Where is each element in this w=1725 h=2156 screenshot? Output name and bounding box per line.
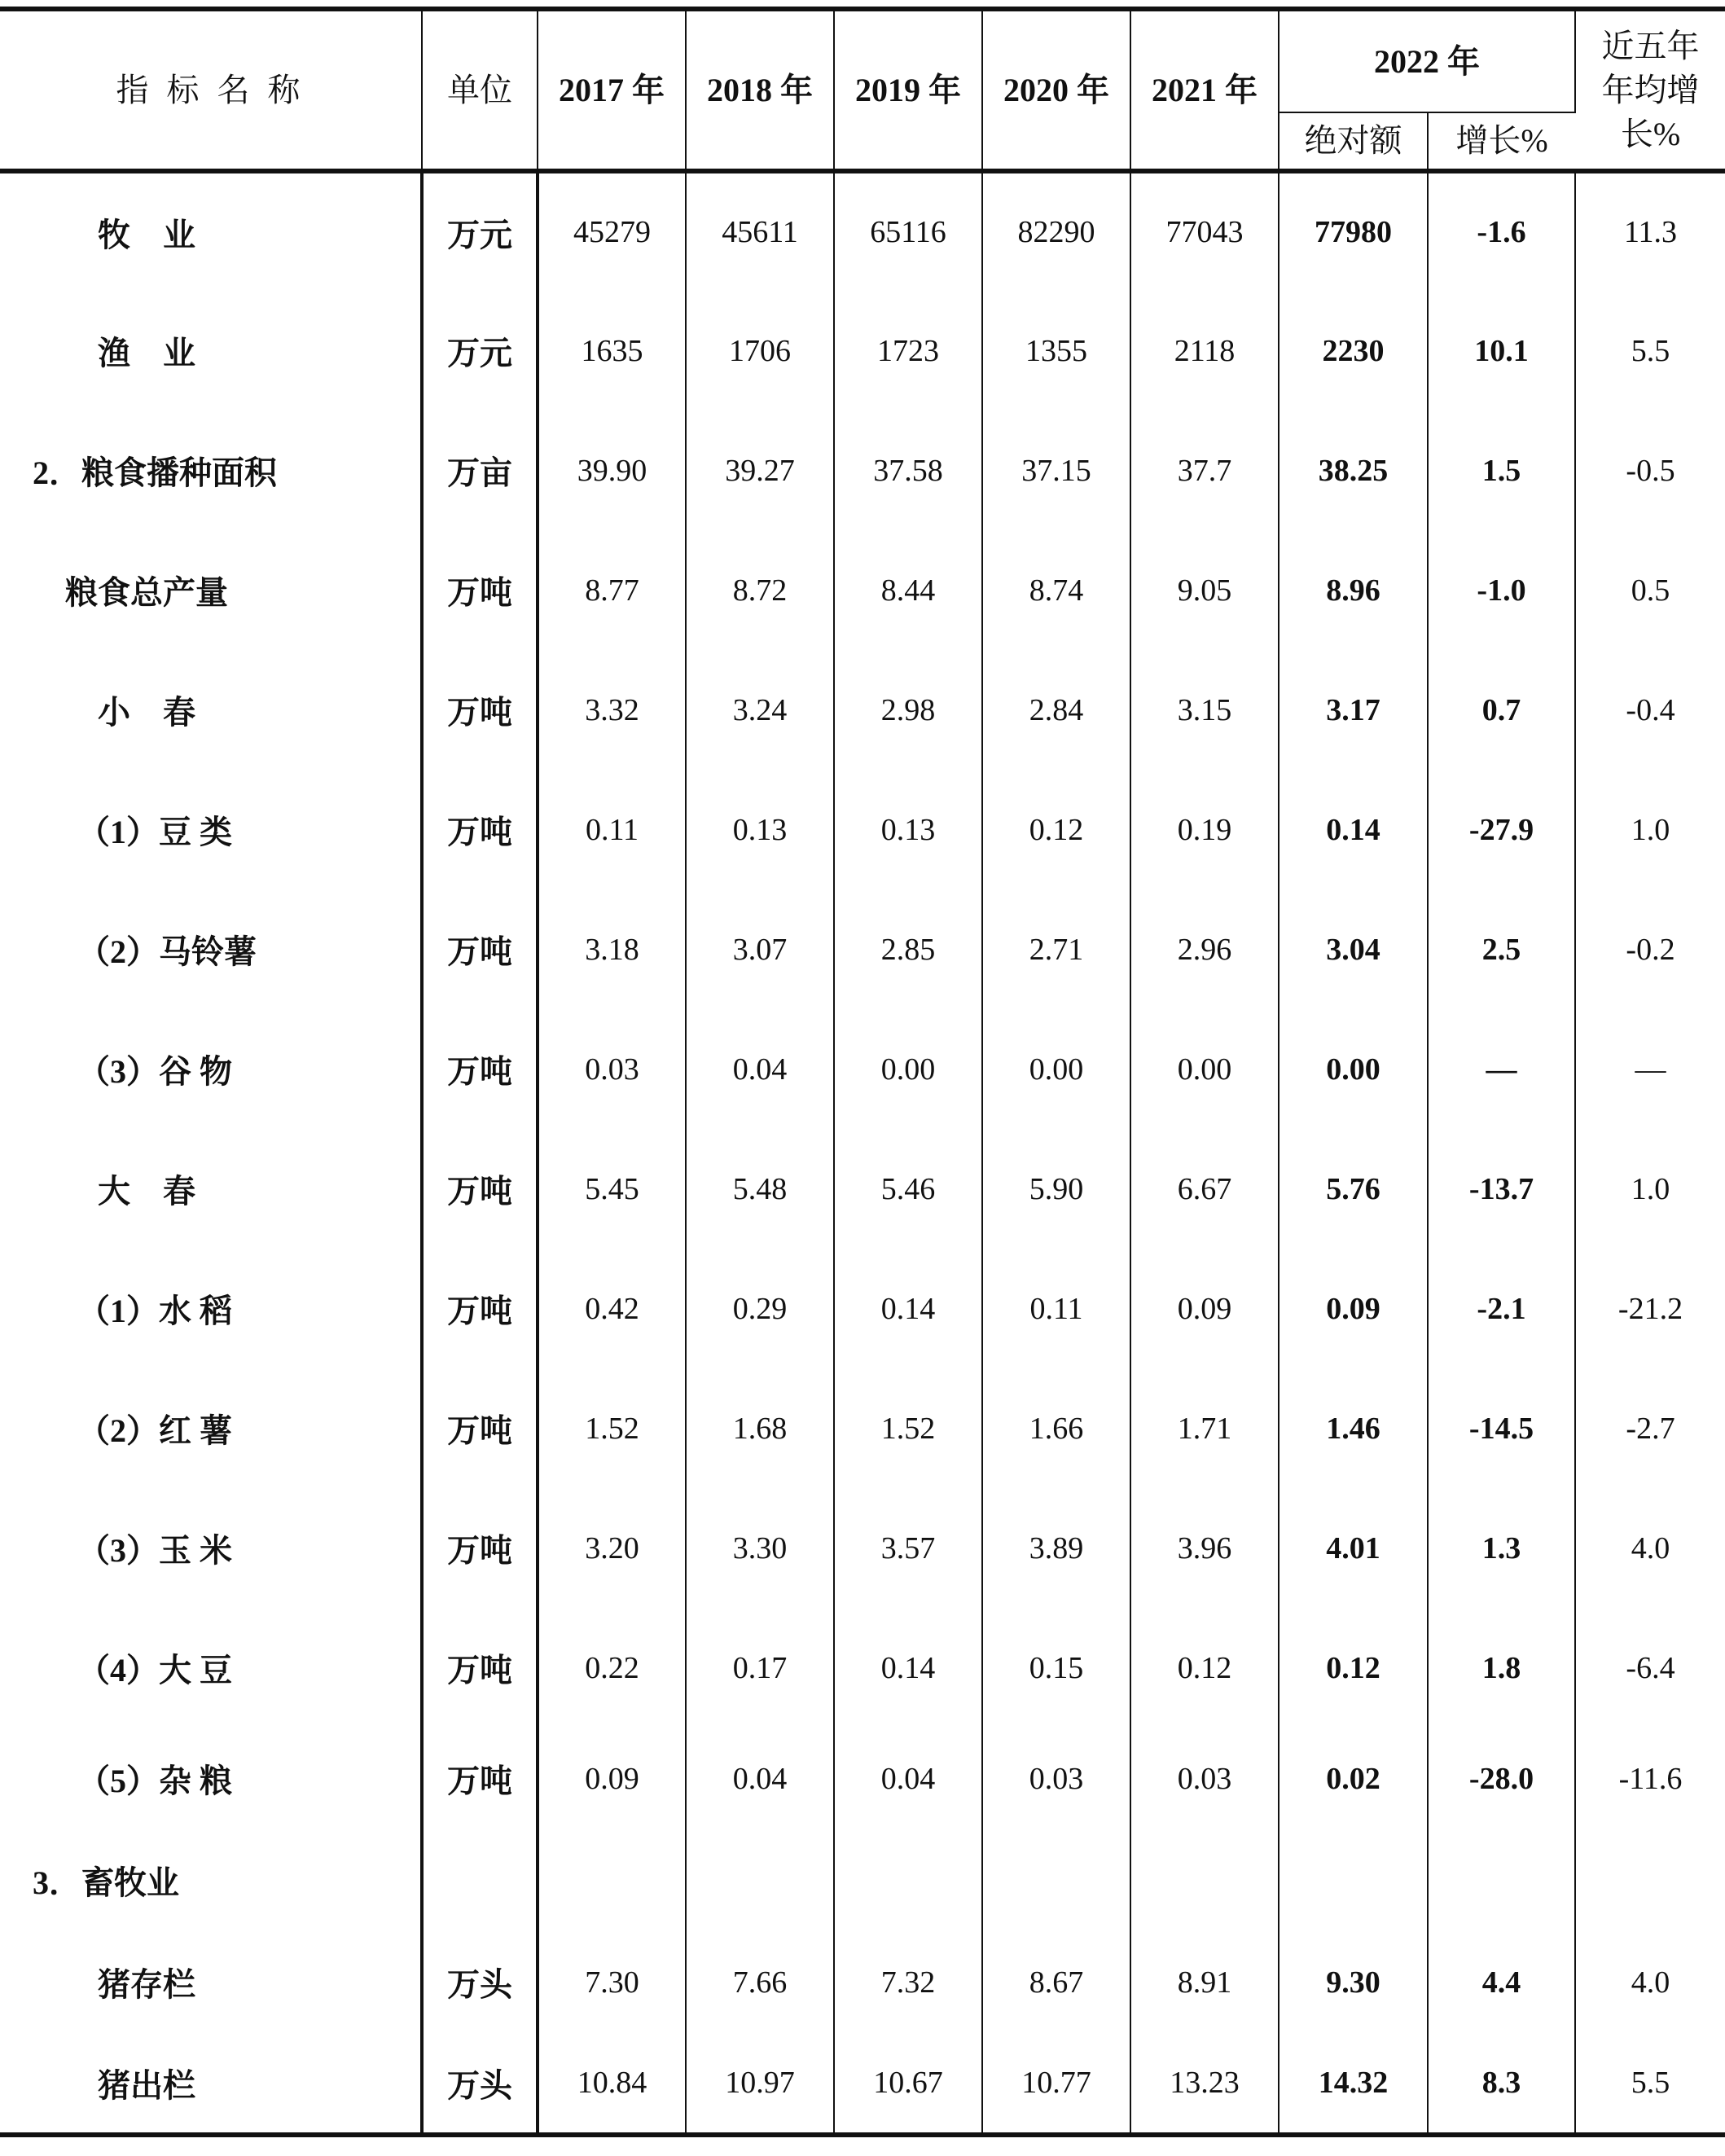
table-row — [0, 291, 1725, 411]
row-year-value-cell: 5.90 — [982, 1129, 1130, 1249]
row-unit-cell: 万吨 — [422, 1488, 538, 1608]
row-year-value-cell: 2118 — [1130, 291, 1279, 411]
row-2022-growth-cell — [1428, 1829, 1575, 1931]
row-year-value-cell: 8.72 — [686, 530, 834, 650]
row-name-cell: （1）水 稻 — [0, 1249, 422, 1368]
row-2022-absolute-cell: 2230 — [1279, 291, 1428, 411]
row-five-year-avg-cell: 5.5 — [1575, 2033, 1725, 2135]
row-year-value-cell: 0.19 — [1130, 770, 1279, 889]
row-year-value-cell: 3.57 — [834, 1488, 982, 1608]
row-five-year-avg-cell: — — [1635, 1052, 1666, 1087]
header-year-2018: 2018 年 — [686, 9, 834, 171]
row-year-value-cell: 3.18 — [538, 889, 686, 1009]
row-year-value-cell: 37.7 — [1130, 411, 1279, 530]
row-year-value-cell: 0.12 — [982, 770, 1130, 889]
row-year-value-cell: 2.85 — [834, 889, 982, 1009]
table-row — [0, 1829, 1725, 1931]
row-unit-cell: 万吨 — [422, 530, 538, 650]
row-unit-cell: 万吨 — [422, 1249, 538, 1368]
table-row — [0, 411, 1725, 530]
row-2022-growth-cell: -1.6 — [1428, 171, 1575, 291]
row-2022-growth-cell: -28.0 — [1428, 1728, 1575, 1829]
row-year-value-cell: 1706 — [686, 291, 834, 411]
row-year-value-cell: 3.07 — [686, 889, 834, 1009]
row-2022-growth-cell: 1.8 — [1428, 1608, 1575, 1728]
row-year-value-cell: 1.52 — [834, 1368, 982, 1488]
row-year-value-cell — [686, 1829, 834, 1931]
row-unit-cell: 万吨 — [422, 1608, 538, 1728]
row-name-cell: （1）豆 类 — [0, 770, 422, 889]
row-year-value-cell: 1.68 — [686, 1368, 834, 1488]
row-year-value-cell: 8.67 — [982, 1931, 1130, 2033]
row-year-value-cell: 9.05 — [1130, 530, 1279, 650]
row-unit-cell — [422, 1829, 538, 1931]
row-year-value-cell: 0.03 — [1130, 1728, 1279, 1829]
row-year-value-cell: 0.00 — [1130, 1009, 1279, 1129]
row-name-cell: （4）大 豆 — [0, 1608, 422, 1728]
row-2022-growth-cell: 10.1 — [1428, 291, 1575, 411]
row-name-cell: 牧 业 — [0, 171, 422, 291]
row-year-value-cell: 8.44 — [834, 530, 982, 650]
row-five-year-avg-cell: 0.5 — [1631, 573, 1670, 608]
header-avg-line1: 近五年 — [1601, 27, 1700, 64]
row-year-value-cell: 0.11 — [982, 1249, 1130, 1368]
row-year-value-cell: 65116 — [834, 171, 982, 291]
row-year-value-cell — [834, 1829, 982, 1931]
table-row — [0, 770, 1725, 889]
row-name-cell: 小 春 — [0, 650, 422, 770]
row-year-value-cell: 8.74 — [982, 530, 1130, 650]
row-year-value-cell: 0.15 — [982, 1608, 1130, 1728]
row-unit-cell: 万吨 — [422, 1129, 538, 1249]
row-five-year-avg-cell: -0.4 — [1626, 692, 1675, 727]
row-unit-cell: 万亩 — [422, 411, 538, 530]
row-2022-growth-cell: -13.7 — [1428, 1129, 1575, 1249]
row-year-value-cell: 13.23 — [1130, 2033, 1279, 2135]
row-year-value-cell: 0.00 — [982, 1009, 1130, 1129]
row-2022-absolute-cell: 0.14 — [1279, 770, 1428, 889]
table-row — [0, 1249, 1725, 1368]
row-2022-growth-cell: -14.5 — [1428, 1368, 1575, 1488]
row-year-value-cell: 8.77 — [538, 530, 686, 650]
row-year-value-cell — [982, 1829, 1130, 1931]
row-year-value-cell: 0.14 — [834, 1608, 982, 1728]
header-year-2017: 2017 年 — [538, 9, 686, 171]
row-2022-absolute-cell: 38.25 — [1279, 411, 1428, 530]
header-year-2020: 2020 年 — [982, 9, 1130, 171]
row-year-value-cell: 10.97 — [686, 2033, 834, 2135]
row-five-year-avg-cell: -21.2 — [1617, 1291, 1683, 1326]
row-unit-cell: 万吨 — [422, 1009, 538, 1129]
table-row — [0, 1488, 1725, 1608]
row-2022-absolute-cell: 0.09 — [1279, 1249, 1428, 1368]
row-year-value-cell: 2.84 — [982, 650, 1130, 770]
row-year-value-cell: 7.30 — [538, 1931, 686, 2033]
row-2022-absolute-cell — [1279, 1829, 1428, 1931]
row-unit-cell: 万吨 — [422, 1368, 538, 1488]
row-2022-absolute-cell: 0.00 — [1279, 1009, 1428, 1129]
row-unit-cell: 万吨 — [422, 770, 538, 889]
row-2022-growth-cell: 2.5 — [1428, 889, 1575, 1009]
row-year-value-cell: 0.13 — [686, 770, 834, 889]
row-year-value-cell: 10.84 — [538, 2033, 686, 2135]
row-year-value-cell: 37.58 — [834, 411, 982, 530]
row-year-value-cell: 0.12 — [1130, 1608, 1279, 1728]
row-2022-growth-cell: -27.9 — [1428, 770, 1575, 889]
header-year-2022: 2022 年 — [1279, 9, 1575, 112]
row-2022-growth-cell: 8.3 — [1428, 2033, 1575, 2135]
row-five-year-avg-cell: -0.5 — [1626, 453, 1675, 488]
row-2022-growth-cell: -2.1 — [1428, 1249, 1575, 1368]
row-year-value-cell: 6.67 — [1130, 1129, 1279, 1249]
row-year-value-cell: 1635 — [538, 291, 686, 411]
row-year-value-cell: 1.52 — [538, 1368, 686, 1488]
row-2022-absolute-cell: 5.76 — [1279, 1129, 1428, 1249]
row-year-value-cell: 0.04 — [834, 1728, 982, 1829]
row-five-year-avg-cell: -6.4 — [1626, 1650, 1675, 1685]
row-five-year-avg-cell: -11.6 — [1618, 1761, 1683, 1796]
row-year-value-cell: 0.22 — [538, 1608, 686, 1728]
row-year-value-cell: 3.96 — [1130, 1488, 1279, 1608]
row-name-cell: （2）马铃薯 — [0, 889, 422, 1009]
row-unit-cell: 万头 — [422, 1931, 538, 2033]
row-year-value-cell: 0.42 — [538, 1249, 686, 1368]
row-2022-absolute-cell: 9.30 — [1279, 1931, 1428, 2033]
row-2022-growth-cell: 4.4 — [1428, 1931, 1575, 2033]
table-row — [0, 171, 1725, 291]
table-row — [0, 650, 1725, 770]
row-year-value-cell: 82290 — [982, 171, 1130, 291]
row-name-cell: 大 春 — [0, 1129, 422, 1249]
row-five-year-avg-cell: 1.0 — [1631, 1171, 1670, 1206]
table-row — [0, 2033, 1725, 2135]
row-year-value-cell: 5.45 — [538, 1129, 686, 1249]
row-year-value-cell: 0.00 — [834, 1009, 982, 1129]
row-year-value-cell: 0.04 — [686, 1728, 834, 1829]
row-2022-absolute-cell: 77980 — [1279, 171, 1428, 291]
row-name-cell: 粮食总产量 — [0, 530, 422, 650]
row-2022-absolute-cell: 1.46 — [1279, 1368, 1428, 1488]
row-year-value-cell: 1355 — [982, 291, 1130, 411]
table-row — [0, 1129, 1725, 1249]
row-year-value-cell: 7.32 — [834, 1931, 982, 2033]
row-year-value-cell: 0.11 — [538, 770, 686, 889]
row-name-cell: 渔 业 — [0, 291, 422, 411]
header-five-year-avg — [1575, 9, 1725, 171]
row-year-value-cell: 0.04 — [686, 1009, 834, 1129]
header-avg-line2: 年均增 — [1601, 71, 1700, 108]
table-row — [0, 1728, 1725, 1829]
row-name-cell: （2）红 薯 — [0, 1368, 422, 1488]
row-name-cell: 2．粮食播种面积 — [0, 411, 422, 530]
row-name-cell: 猪出栏 — [0, 2033, 422, 2135]
row-2022-absolute-cell: 0.12 — [1279, 1608, 1428, 1728]
table-row — [0, 1931, 1725, 2033]
row-five-year-avg-cell: 4.0 — [1631, 1965, 1670, 2000]
row-year-value-cell: 1.66 — [982, 1368, 1130, 1488]
row-five-year-avg-cell: 11.3 — [1575, 171, 1725, 291]
table-header — [0, 9, 1725, 171]
row-2022-growth-cell: 1.3 — [1428, 1488, 1575, 1608]
table-body — [0, 171, 1725, 2135]
row-year-value-cell: 5.46 — [834, 1129, 982, 1249]
header-year-2021: 2021 年 — [1130, 9, 1279, 171]
row-year-value-cell: 0.14 — [834, 1249, 982, 1368]
row-name-cell: 3．畜牧业 — [0, 1829, 422, 1931]
header-growth: 增长% — [1428, 112, 1575, 171]
table-row — [0, 1368, 1725, 1488]
row-five-year-avg-cell — [1575, 1829, 1725, 1931]
row-unit-cell: 万元 — [422, 171, 538, 291]
row-year-value-cell: 39.90 — [538, 411, 686, 530]
row-five-year-avg-cell: 5.5 — [1631, 333, 1670, 368]
row-year-value-cell: 2.98 — [834, 650, 982, 770]
row-year-value-cell: 8.91 — [1130, 1931, 1279, 2033]
row-2022-growth-cell: -1.0 — [1428, 530, 1575, 650]
row-year-value-cell: 39.27 — [686, 411, 834, 530]
row-unit-cell: 万头 — [422, 2033, 538, 2135]
row-year-value-cell: 45279 — [538, 171, 686, 291]
row-name-cell: 猪存栏 — [0, 1931, 422, 2033]
row-year-value-cell: 3.32 — [538, 650, 686, 770]
row-year-value-cell: 3.15 — [1130, 650, 1279, 770]
row-unit-cell: 万吨 — [422, 889, 538, 1009]
row-five-year-avg-cell: -2.7 — [1626, 1411, 1675, 1446]
row-year-value-cell: 0.17 — [686, 1608, 834, 1728]
row-five-year-avg-cell: 1.0 — [1631, 812, 1670, 847]
row-year-value-cell: 10.77 — [982, 2033, 1130, 2135]
header-absolute: 绝对额 — [1279, 112, 1428, 171]
row-five-year-avg-cell: -0.2 — [1626, 932, 1675, 967]
row-year-value-cell: 3.24 — [686, 650, 834, 770]
agriculture-statistics-table — [0, 7, 1725, 2137]
row-name-cell: （5）杂 粮 — [0, 1728, 422, 1829]
row-year-value-cell: 0.29 — [686, 1249, 834, 1368]
row-year-value-cell — [1130, 1829, 1279, 1931]
row-year-value-cell: 7.66 — [686, 1931, 834, 2033]
row-2022-absolute-cell: 3.04 — [1279, 889, 1428, 1009]
row-year-value-cell: 5.48 — [686, 1129, 834, 1249]
table-row — [0, 1009, 1725, 1129]
row-name-cell: （3）玉 米 — [0, 1488, 422, 1608]
row-unit-cell: 万吨 — [422, 1728, 538, 1829]
row-unit-cell: 万元 — [422, 291, 538, 411]
row-year-value-cell: 2.96 — [1130, 889, 1279, 1009]
row-2022-growth-cell: — — [1428, 1009, 1575, 1129]
row-year-value-cell: 77043 — [1130, 171, 1279, 291]
table-row — [0, 1608, 1725, 1728]
row-year-value-cell: 3.30 — [686, 1488, 834, 1608]
row-2022-absolute-cell: 4.01 — [1279, 1488, 1428, 1608]
row-year-value-cell: 10.67 — [834, 2033, 982, 2135]
row-2022-absolute-cell: 14.32 — [1279, 2033, 1428, 2135]
row-year-value-cell — [538, 1829, 686, 1931]
row-2022-absolute-cell: 8.96 — [1279, 530, 1428, 650]
header-name: 指 标 名 称 — [0, 9, 422, 171]
row-year-value-cell: 1.71 — [1130, 1368, 1279, 1488]
row-year-value-cell: 2.71 — [982, 889, 1130, 1009]
table-row — [0, 889, 1725, 1009]
header-avg-line3: 长% — [1620, 115, 1681, 152]
row-year-value-cell: 3.20 — [538, 1488, 686, 1608]
row-year-value-cell: 3.89 — [982, 1488, 1130, 1608]
table-row — [0, 530, 1725, 650]
row-unit-cell: 万吨 — [422, 650, 538, 770]
row-year-value-cell: 0.09 — [538, 1728, 686, 1829]
header-unit: 单位 — [422, 9, 538, 171]
header-year-2019: 2019 年 — [834, 9, 982, 171]
row-year-value-cell: 0.03 — [982, 1728, 1130, 1829]
row-five-year-avg-cell: 4.0 — [1631, 1530, 1670, 1565]
row-2022-absolute-cell: 0.02 — [1279, 1728, 1428, 1829]
row-year-value-cell: 0.09 — [1130, 1249, 1279, 1368]
row-name-cell: （3）谷 物 — [0, 1009, 422, 1129]
row-year-value-cell: 1723 — [834, 291, 982, 411]
row-year-value-cell: 0.13 — [834, 770, 982, 889]
row-2022-absolute-cell: 3.17 — [1279, 650, 1428, 770]
row-year-value-cell: 45611 — [686, 171, 834, 291]
row-2022-growth-cell: 1.5 — [1428, 411, 1575, 530]
row-2022-growth-cell: 0.7 — [1428, 650, 1575, 770]
row-year-value-cell: 37.15 — [982, 411, 1130, 530]
row-year-value-cell: 0.03 — [538, 1009, 686, 1129]
